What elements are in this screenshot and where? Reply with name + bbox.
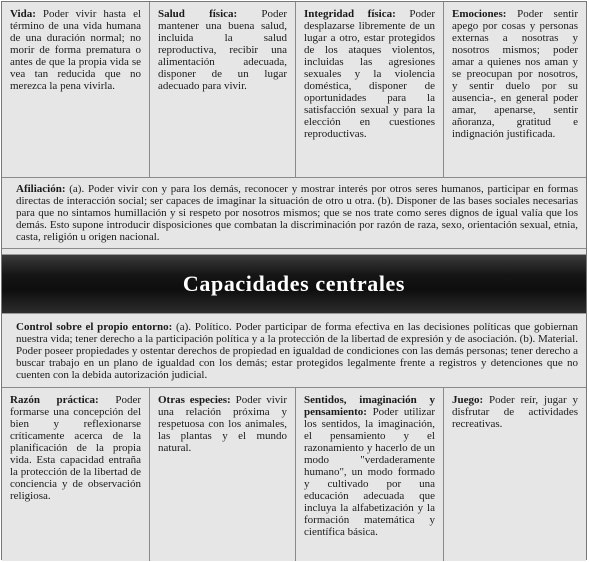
cell-label: Integridad física: <box>304 8 396 20</box>
cell-label: Juego: <box>452 394 484 406</box>
cell-control-entorno <box>2 316 586 388</box>
title-banner <box>2 254 586 314</box>
cell-razon-practica <box>2 388 150 561</box>
cell-label: Control sobre el propio entorno: <box>16 321 173 333</box>
cell-text: Poder vivir hasta el término de una vida humana de una duración normal; no morir de forma prematura o antes de que la propia vida se vea tan reducida que no merezca la pena vivirla. <box>10 8 142 92</box>
bottom-row <box>2 388 586 561</box>
cell-text: Poder mantener una buena salud, incluida la salud reproductiva, recibir una alimentación adecuada, disponer de un lugar adecuado para vivir. <box>158 8 287 92</box>
cell-text: Poder utilizar los sentidos, la imaginación, el pensamiento y el razonamiento y hacerlo de un modo "verdaderamente humano", un modo formado y cultivado por una educación adecuada que incluya la alfabetización y la formación matemática y científica básica. <box>304 406 435 538</box>
top-row <box>2 2 586 178</box>
cell-juego <box>444 388 586 561</box>
cell-label: Salud física: <box>158 8 238 20</box>
cell-label: Sentidos, imaginación y pensamiento: <box>304 394 435 418</box>
cell-text: Poder sentir apego por cosas y personas externas a nosotras y nosotros mismos; poder amar a quienes nos aman y se preocupan por nosotros, y sentir duelo por su ausencia-, en general poder amar, apenarse, sentir añoranza, gratitud e indignación justificada. <box>452 8 578 140</box>
cell-text: (a). Poder vivir con y para los demás, reconocer y mostrar interés por otros seres humanos, participar en formas directas de interacción social; ser capaces de imaginar la situación de otro u otra. (b). Disponer de las bases sociales necesarias para que no sintamos humillación y si respeto por nosotros mismos; que se nos trate como seres dignos de igual valía que los demás. Esto supone introducir disposiciones que combatan la discriminación por razón de raza, sexo, orientación sexual, etnia, casta, religión u origen nacional. <box>16 183 578 243</box>
cell-otras-especies <box>150 388 296 561</box>
cell-label: Otras especies: <box>158 394 231 406</box>
cell-label: Vida: <box>10 8 36 20</box>
cell-emociones <box>444 2 586 177</box>
cell-salud-fisica <box>150 2 296 177</box>
cell-text: Poder vivir una relación próxima y respetuosa con los animales, las plantas y el mundo natural. <box>158 394 288 454</box>
cell-text: Poder reír, jugar y disfrutar de actividades recreativas. <box>452 394 578 430</box>
cell-label: Razón práctica: <box>10 394 99 406</box>
capabilities-table <box>1 1 587 560</box>
cell-text: (a). Político. Poder participar de forma efectiva en las decisiones políticas que gobiernan nuestra vida; tener derecho a la participación política y a la protección de la libertad de expresión y de asociación. (b). Material. Poder poseer propiedades y ostentar derechos de propiedad en igualdad de condiciones con las demás personas; tener derecho a buscar trabajo en un plano de igualdad con los demás; estar protegidos legalmente frente a registros y detenciones que no cuenten con la debida autorización judicial. <box>16 321 579 381</box>
cell-text: Poder desplazarse libremente de un lugar a otro, estar protegidos de los ataques violentos, incluidas las agresiones sexuales y la violencia doméstica, disponer de oportunidades para la satisfacción sexual y para la elección en cuestiones reproductivas. <box>304 8 435 140</box>
cell-label: Emociones: <box>452 8 507 20</box>
cell-label: Afiliación: <box>16 183 66 195</box>
cell-afiliacion <box>2 178 586 249</box>
banner-title: Capacidades centrales <box>182 271 406 296</box>
cell-sentidos-imaginacion <box>296 388 444 561</box>
cell-text: Poder formarse una concepción del bien y reflexionarse críticamente acerca de la planificación de la propia vida. Esta capacidad entraña la protección de la libertad de conciencia y de observación religiosa. <box>10 394 142 502</box>
cell-vida <box>2 2 150 177</box>
cell-integridad-fisica <box>296 2 444 177</box>
